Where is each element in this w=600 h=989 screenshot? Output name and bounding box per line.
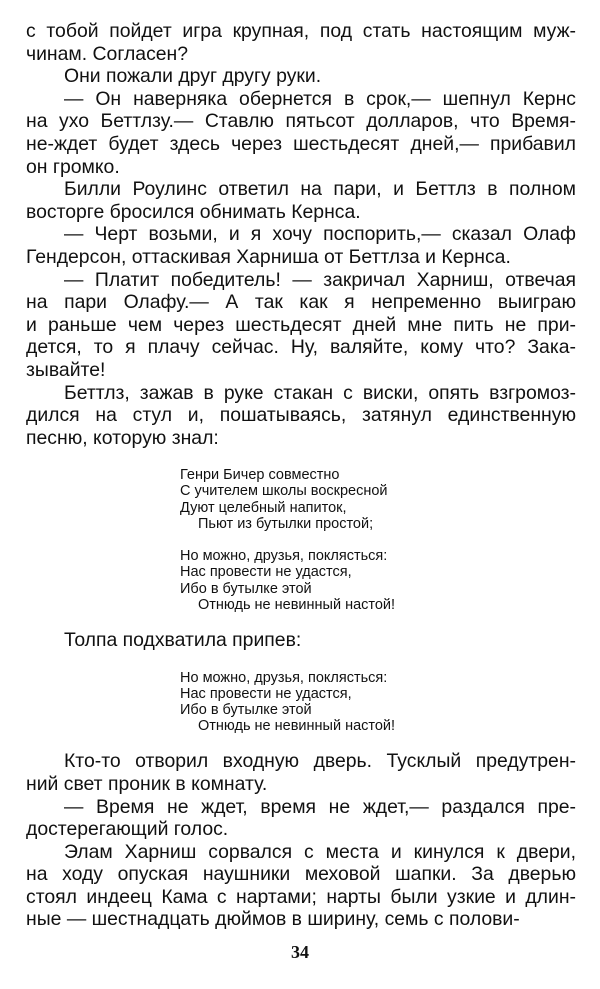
text-line: на ходу опуская наушники меховой шапки. За дверью xyxy=(26,863,576,886)
prose-block xyxy=(26,20,576,449)
text-line: ний свет проник в комнату. xyxy=(26,772,268,795)
verse-line: Пьют из бутылки простой; xyxy=(198,515,374,532)
paragraph xyxy=(26,841,576,931)
verse-line: Нас провести не удастся, xyxy=(180,564,352,581)
text-line: — Черт возьми, и я хочу поспорить,— сказал Олаф xyxy=(64,223,576,246)
text-line: зывайте! xyxy=(26,358,106,381)
text-line: не-ждет будет здесь через шестьдесят дней,— прибавил xyxy=(26,132,576,155)
paragraph xyxy=(26,382,576,450)
text-line: Беттлз, зажав в руке стакан с виски, опять взгромоз- xyxy=(64,381,576,404)
page-number: 34 xyxy=(291,942,309,962)
text-line: дился на стул и, пошатываясь, затянул единственную xyxy=(26,404,576,427)
text-line: чинам. Согласен? xyxy=(26,42,189,65)
text-line: достерегающий голос. xyxy=(26,818,229,841)
text-line: стоял индеец Кама с нартами; нарты были узкие и длин- xyxy=(26,885,576,908)
verse-block xyxy=(180,670,576,735)
verse-line: Ибо в бутылке этой xyxy=(180,580,312,597)
text-line: дется, то я плачу сейчас. Ну, валяйте, кому что? Зака- xyxy=(26,336,576,359)
text-line: Кто-то отворил входную дверь. Тусклый предутрен- xyxy=(64,750,576,773)
text-line: и раньше чем через шестьдесят дней мне пить не при- xyxy=(26,313,576,336)
text-line: — Он наверняка обернется в срок,— шепнул Кернс xyxy=(64,87,576,110)
text-line: с тобой пойдет игра крупная, под стать настоящим муж- xyxy=(26,20,576,42)
prose-block xyxy=(26,629,576,652)
paragraph xyxy=(26,629,576,652)
paragraph xyxy=(26,223,576,268)
paragraph xyxy=(26,796,576,841)
verse-line: Ибо в бутылке этой xyxy=(180,701,312,718)
verse-line: Отнюдь не невинный настой! xyxy=(198,718,396,735)
text-line: Они пожали друг другу руки. xyxy=(64,65,322,88)
verse-line: Отнюдь не невинный настой! xyxy=(198,596,396,613)
verse-line: С учителем школы воскресной xyxy=(180,483,388,500)
paragraph xyxy=(26,178,576,223)
text-line: — Платит победитель! — закричал Харниш, отвечая xyxy=(64,268,576,291)
stanza xyxy=(180,670,576,735)
verse-line: Дуют целебный напиток, xyxy=(180,499,347,516)
stanza xyxy=(180,548,576,613)
verse-block xyxy=(180,467,576,613)
paragraph xyxy=(26,750,576,795)
paragraph xyxy=(26,88,576,178)
prose-block xyxy=(26,750,576,931)
text-line: Элам Харниш сорвался с места и кинулся к двери, xyxy=(64,840,576,863)
verse-line: Но можно, друзья, поклясться: xyxy=(180,548,388,565)
stanza xyxy=(180,467,576,532)
text-line: на пари Олафу.— А так как я непременно выиграю xyxy=(26,291,576,314)
text-line: Билли Роулинс ответил на пари, и Беттлз в полном xyxy=(64,178,576,201)
verse-line: Нас провести не удастся, xyxy=(180,685,352,702)
paragraph xyxy=(26,65,576,88)
paragraph xyxy=(26,20,576,65)
text-line: он громко. xyxy=(26,155,120,178)
text-line: Гендерсон, оттаскивая Харниша от Беттлза и Кернса. xyxy=(26,245,511,268)
verse-line: Генри Бичер совместно xyxy=(180,467,340,484)
text-line: ные — шестнадцать дюймов в ширину, семь с полови- xyxy=(26,908,520,931)
text-line: восторге бросился обнимать Кернса. xyxy=(26,200,361,223)
text-line: Толпа подхватила припев: xyxy=(64,628,302,651)
verse-line: Но можно, друзья, поклясться: xyxy=(180,669,388,686)
book-page xyxy=(26,20,576,931)
paragraph xyxy=(26,269,576,382)
text-line: на ухо Беттлзу.— Ставлю пятьсот долларов, что Время- xyxy=(26,110,576,133)
text-line: — Время не ждет, время не ждет,— раздался пре- xyxy=(64,795,576,818)
text-line: песню, которую знал: xyxy=(26,426,219,449)
